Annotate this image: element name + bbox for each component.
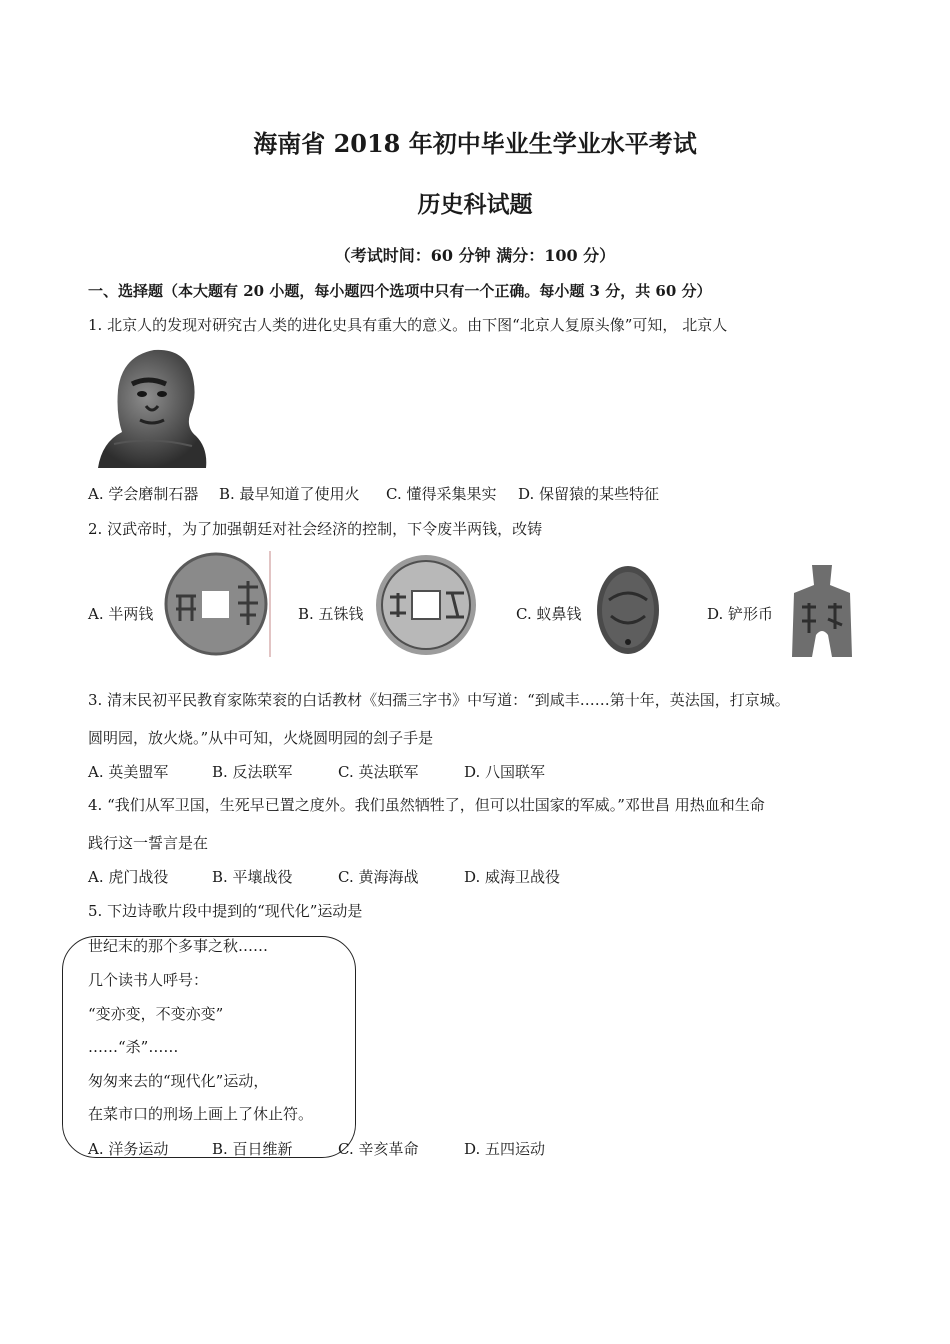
question-3-line-1: 3. 清末民初平民教育家陈荣衮的白话教材《妇孺三字书》中写道：“到咸丰……第十年，英法国，打京城。 bbox=[88, 691, 790, 709]
q1-option-b[interactable]: B. 最早知道了使用火 bbox=[219, 485, 360, 503]
poem-line-6: 在菜市口的刑场上画上了休止符。 bbox=[88, 1105, 314, 1123]
spade-coin-image bbox=[790, 563, 854, 657]
q2-option-b[interactable]: B. 五铢钱 bbox=[298, 605, 364, 623]
q3-option-c[interactable]: C. 英法联军 bbox=[338, 763, 419, 781]
question-4-line-1: 4. “我们从军卫国，生死早已置之度外。我们虽然牺牲了，但可以壮国家的军威。”邓世昌 用热血和生命 bbox=[88, 796, 765, 814]
question-2: 2. 汉武帝时，为了加强朝廷对社会经济的控制，下令废半两钱，改铸 bbox=[88, 520, 543, 538]
q4-option-b[interactable]: B. 平壤战役 bbox=[212, 868, 293, 886]
question-5: 5. 下边诗歌片段中提到的“现代化”运动是 bbox=[88, 902, 363, 920]
exam-title: 海南省 2018 年初中毕业生学业水平考试 bbox=[253, 129, 697, 158]
question-4-line-2: 践行这一誓言是在 bbox=[88, 834, 209, 852]
poem-line-5: 匆匆来去的“现代化”运动， bbox=[88, 1072, 269, 1090]
q2-option-c[interactable]: C. 蚁鼻钱 bbox=[516, 605, 582, 623]
exam-info: （考试时间：60 分钟 满分：100 分） bbox=[334, 246, 616, 265]
q2-option-d[interactable]: D. 铲形币 bbox=[707, 605, 774, 623]
q3-option-b[interactable]: B. 反法联军 bbox=[212, 763, 293, 781]
q4-option-d[interactable]: D. 威海卫战役 bbox=[464, 868, 561, 886]
q2-option-a[interactable]: A. 半两钱 bbox=[88, 605, 154, 623]
poem-line-4: ……“杀”…… bbox=[88, 1038, 179, 1056]
question-3-line-2: 圆明园，放火烧。”从中可知，火烧圆明园的刽子手是 bbox=[88, 729, 434, 747]
q4-option-a[interactable]: A. 虎门战役 bbox=[88, 868, 169, 886]
peking-man-bust-image bbox=[92, 344, 210, 468]
q5-option-c[interactable]: C. 辛亥革命 bbox=[338, 1140, 419, 1158]
section-heading: 一、选择题（本大题有 20 小题，每小题四个选项中只有一个正确。每小题 3 分，共 60 分） bbox=[88, 282, 712, 300]
q1-option-a[interactable]: A. 学会磨制石器 bbox=[88, 485, 199, 503]
q5-option-b[interactable]: B. 百日维新 bbox=[212, 1140, 293, 1158]
q5-option-a[interactable]: A. 洋务运动 bbox=[88, 1140, 169, 1158]
q3-option-d[interactable]: D. 八国联军 bbox=[464, 763, 546, 781]
question-1: 1. 北京人的发现对研究古人类的进化史具有重大的意义。由下图“北京人复原头像”可知， 北京人 bbox=[88, 316, 728, 334]
q3-option-a[interactable]: A. 英美盟军 bbox=[88, 763, 169, 781]
exam-subtitle: 历史科试题 bbox=[417, 191, 533, 218]
q4-option-c[interactable]: C. 黄海海战 bbox=[338, 868, 419, 886]
wuzhu-coin-image bbox=[372, 553, 480, 657]
banliang-coin-image bbox=[162, 551, 274, 657]
poem-line-2: 几个读书人呼号： bbox=[88, 971, 209, 989]
poem-line-1: 世纪末的那个多事之秋…… bbox=[88, 937, 269, 955]
q5-option-d[interactable]: D. 五四运动 bbox=[464, 1140, 546, 1158]
q1-option-d[interactable]: D. 保留猿的某些特征 bbox=[518, 485, 660, 503]
q1-option-c[interactable]: C. 懂得采集果实 bbox=[386, 485, 497, 503]
poem-line-3: “变亦变，不变亦变” bbox=[88, 1005, 224, 1023]
yibi-coin-image bbox=[595, 564, 661, 656]
